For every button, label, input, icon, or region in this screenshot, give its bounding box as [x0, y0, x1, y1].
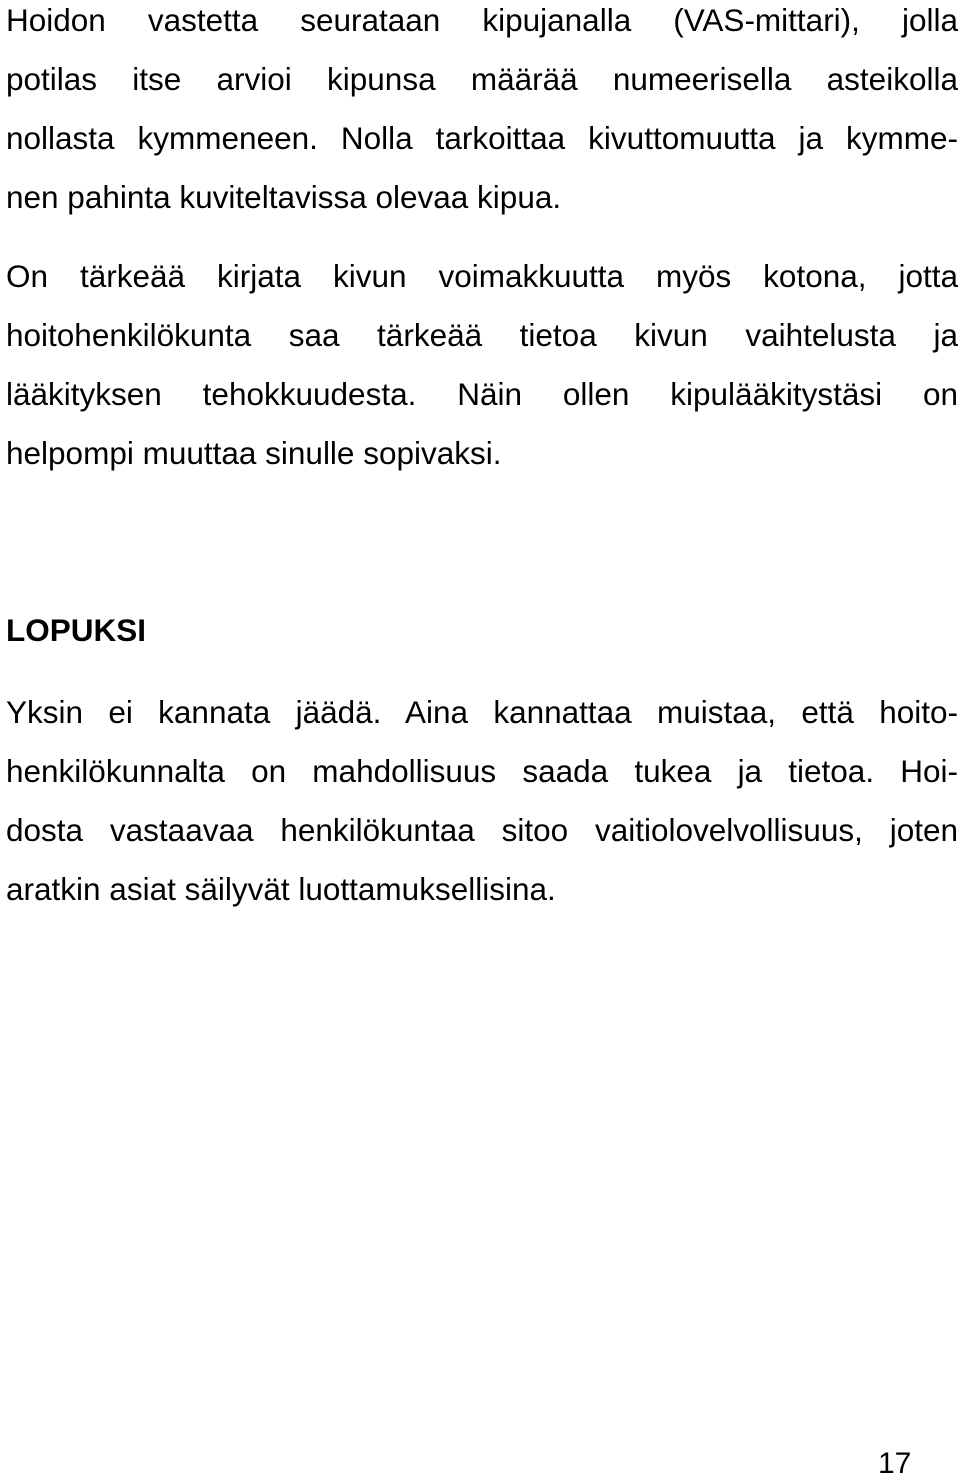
- page-number: 17: [878, 1447, 912, 1480]
- paragraph2-line-3: lääkityksen tehokkuudesta. Näin ollen kipulääkitystäsi on: [6, 376, 958, 412]
- paragraph3-line-3: dosta vastaavaa henkilökuntaa sitoo vaitiolovelvollisuus, joten: [6, 812, 958, 848]
- paragraph3-line-4: aratkin asiat säilyvät luottamuksellisina.: [6, 871, 556, 907]
- paragraph1-line-1: Hoidon vastetta seurataan kipujanalla (VAS-mittari), jolla: [6, 2, 958, 38]
- paragraph1-line-3: nollasta kymmeneen. Nolla tarkoittaa kivuttomuutta ja kymme-: [6, 120, 958, 156]
- paragraph2-line-2: hoitohenkilökunta saa tärkeää tietoa kivun vaihtelusta ja: [6, 317, 958, 353]
- paragraph1-line-4: nen pahinta kuviteltavissa olevaa kipua.: [6, 179, 562, 215]
- paragraph3-line-2: henkilökunnalta on mahdollisuus saada tukea ja tietoa. Hoi-: [6, 753, 958, 789]
- section-heading: LOPUKSI: [6, 612, 147, 648]
- paragraph1-line-2: potilas itse arvioi kipunsa määrää numeerisella asteikolla: [6, 61, 958, 97]
- paragraph2-line-1: On tärkeää kirjata kivun voimakkuutta myös kotona, jotta: [6, 258, 958, 294]
- paragraph2-line-4: helpompi muuttaa sinulle sopivaksi.: [6, 435, 502, 471]
- paragraph3-line-1: Yksin ei kannata jäädä. Aina kannattaa muistaa, että hoito-: [6, 694, 958, 730]
